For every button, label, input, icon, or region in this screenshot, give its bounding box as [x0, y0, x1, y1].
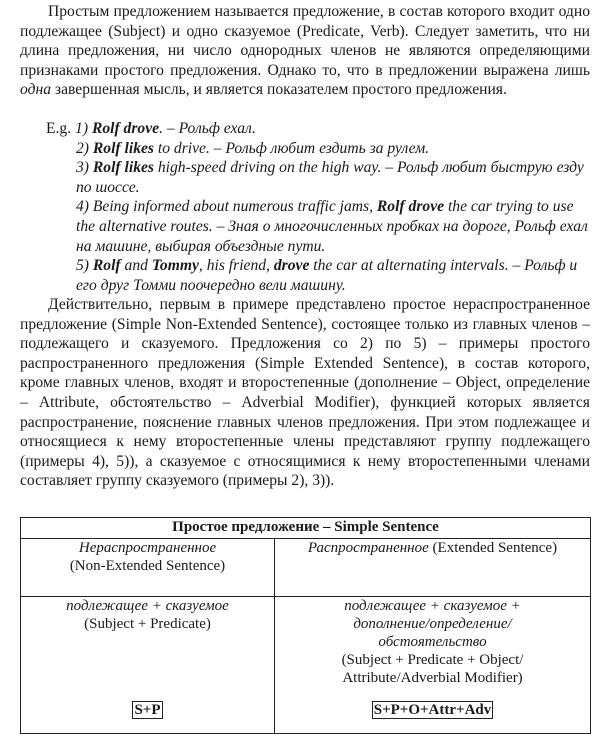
intro-emphasis: одна [20, 81, 52, 99]
example-number: 4) [76, 198, 89, 216]
example-5 [46, 256, 590, 295]
extended-desc-en: (Subject + Predicate + Object/ Attribute/Adverbial Modifier) [341, 652, 524, 686]
example-bold: Rolf drove [376, 198, 445, 216]
extended-desc-ru: подлежащее + сказуемое + дополнение/определение/обстоятельство [344, 598, 521, 650]
example-bold: Rolf likes [92, 139, 154, 157]
example-bold: Rolf likes [92, 159, 154, 177]
example-2 [46, 139, 590, 159]
example-bold: Tommy [151, 257, 199, 275]
example-number: 1) [75, 120, 89, 137]
example-bold: Rolf drove [91, 120, 160, 137]
example-text: to drive. – Рольф любит ездить за рулем. [153, 139, 430, 157]
extended-formula: S+P+O+Attr+Adv [373, 702, 492, 718]
example-number: 2) [76, 139, 89, 157]
example-1 [46, 119, 590, 139]
non-extended-header [21, 539, 275, 597]
example-number: 3) [76, 159, 89, 177]
example-text: , his friend, [198, 257, 274, 275]
example-3 [46, 158, 590, 197]
non-extended-structure [21, 597, 275, 734]
intro-text-part1: Простым предложением называется предложение, в состав которого входит одно подлежащее (Subject) и одно сказуемое (Predicate, Verb). Следует заметить, что ни длина предложения, ни число однородных членов не являются определяющими признаками простого предложения. Однако то, что в предложении выражена лишь [20, 3, 590, 79]
example-4 [46, 197, 590, 256]
non-extended-header-ru: Нераспространенное [78, 540, 217, 556]
example-bold: drove [273, 257, 310, 275]
non-extended-formula: S+P [134, 702, 161, 718]
intro-text-part2: завершенная мысль, и является показателем простого предложения. [51, 81, 507, 99]
examples-block [46, 119, 590, 295]
extended-header-ru: Распространенное [307, 540, 429, 556]
non-extended-header-en: (Non-Extended Sentence) [69, 558, 226, 574]
example-text: and [120, 257, 152, 275]
intro-paragraph [20, 2, 590, 100]
example-text: high-speed driving on the high way. – Рольф любит быструю езду по шоссе. [76, 159, 584, 196]
example-text: the car trying to use the alternative routes. – Зная о многочисленных пробках на дороге, Рольф ехал на машине, выбирая объездные пути. [76, 198, 588, 255]
example-number: 5) [76, 257, 89, 275]
extended-structure [275, 597, 591, 734]
example-text: Being informed about numerous traffic jams, [92, 198, 377, 216]
extended-header [275, 539, 591, 597]
simple-sentence-table [20, 517, 591, 734]
non-extended-desc-en: (Subject + Predicate) [84, 616, 211, 632]
explanation-paragraph: Действительно, первым в примере представлено простое нераспространенное предложение (Simple Non-Extended Sentence), состоящее только из главных членов – подлежащего и сказуемого. Предложения со 2) по 5) – примеры простого распространенного предложения (Simple Extended Sentence), в состав которого, кроме главных членов, входят и второстепенные (дополнение – Object, определение – Attribute, обстоятельство – Adverbial Modifier), функцией которых является распространение, пояснение главных членов предложения. При этом подлежащее и относящиеся к нему второстепенные члены представляют группу подлежащего (примеры 4), 5)), а сказуемое с относящимися к нему второстепенными членами составляет группу сказуемого (примеры 2), 3)). [20, 296, 590, 490]
examples-lead: E.g. [46, 120, 72, 137]
example-text: . – Рольф ехал. [159, 120, 256, 137]
example-text: the car at alternating intervals. – Рольф и его друг Томми поочередно вели машину. [76, 257, 578, 294]
table-title: Простое предложение – Simple Sentence [21, 518, 591, 539]
extended-header-en: (Extended Sentence) [428, 540, 558, 556]
non-extended-desc-ru: подлежащее + сказуемое [66, 598, 229, 614]
example-bold: Rolf [92, 257, 121, 275]
